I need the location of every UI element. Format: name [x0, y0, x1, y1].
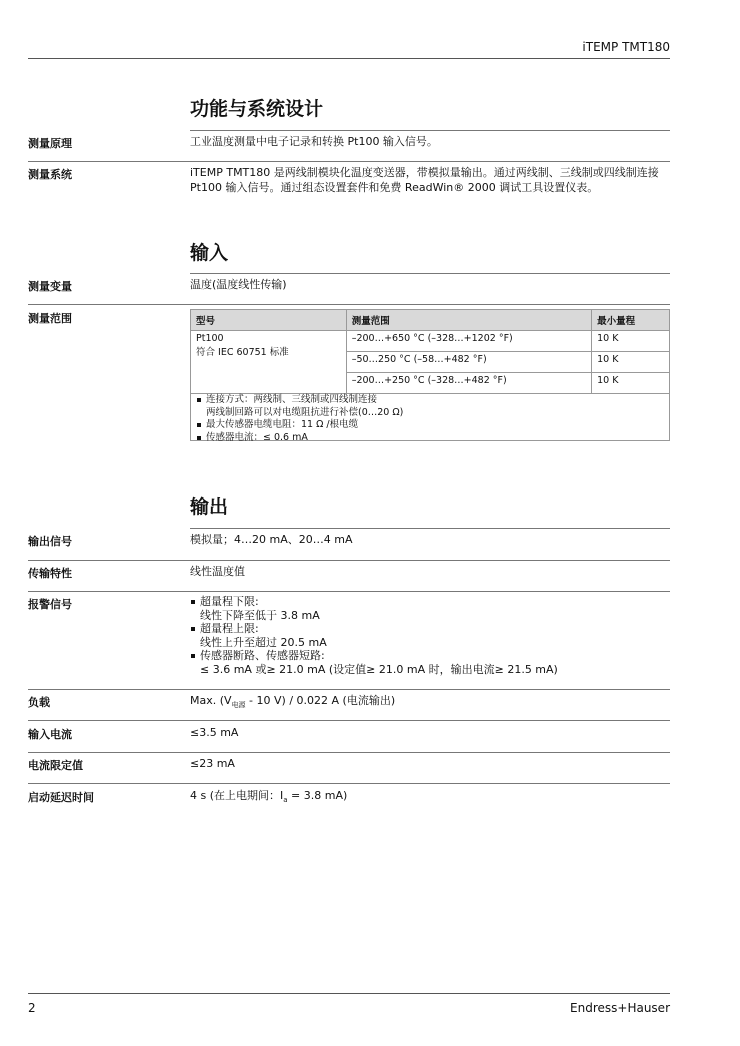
sensor-type: Pt100	[196, 333, 224, 344]
range-cell: –50…250 °C (–58…+482 °F)	[346, 352, 591, 373]
load-text: Max. (V	[190, 694, 232, 707]
span-cell: 10 K	[592, 352, 670, 373]
section-title-function: 功能与系统设计	[190, 98, 324, 120]
range-cell: –200…+250 °C (–328…+482 °F)	[346, 373, 591, 394]
alarm-item: 超量程下限:	[190, 595, 670, 609]
value-startup-delay	[190, 788, 670, 808]
sensor-type-cell	[191, 331, 347, 394]
table-header-cell: 型号	[191, 310, 347, 331]
rule	[190, 273, 670, 274]
rule	[28, 783, 670, 784]
table-header-row	[191, 310, 670, 331]
label-measuring-system: 测量系统	[28, 168, 72, 181]
rule	[190, 130, 670, 131]
value-measured-variable: 温度(温度线性传输)	[190, 278, 287, 291]
section-title-input: 输入	[190, 242, 229, 264]
span-cell: 10 K	[592, 373, 670, 394]
label-current-limit: 电流限定值	[28, 759, 83, 772]
page-number: 2	[28, 1001, 36, 1015]
header-rule	[28, 58, 670, 59]
sensor-standard: 符合 IEC 60751 标准	[196, 347, 289, 358]
rule	[28, 720, 670, 721]
value-load	[190, 693, 670, 713]
measuring-range-notes	[190, 390, 670, 441]
system-text-line: Pt100 输入信号。通过组态设置套件和免费 ReadWin® 2000 调试工具设置仪表。	[190, 181, 599, 194]
label-startup-delay: 启动延迟时间	[28, 791, 94, 804]
rule	[28, 689, 670, 690]
alarm-item-detail: ≤ 3.6 mA 或≥ 21.0 mA (设定值≥ 21.0 mA 时，输出电流≥ 21.5 mA)	[200, 662, 558, 676]
label-output-signal: 输出信号	[28, 535, 72, 548]
label-measuring-principle: 测量原理	[28, 137, 72, 150]
rule	[28, 161, 670, 162]
alarm-item: 超量程上限:	[190, 622, 670, 636]
delay-text: 4 s (在上电期间：I	[190, 789, 284, 802]
load-subscript: 电源	[231, 701, 246, 710]
label-measured-variable: 测量变量	[28, 280, 72, 293]
value-input-current: ≤3.5 mA	[190, 726, 239, 739]
measuring-range-table	[190, 309, 670, 394]
value-alarm-signal	[190, 595, 670, 676]
rule	[28, 591, 670, 592]
note-item-continuation: 两线制回路可以对电缆阻抗进行补偿(0…20 Ω)	[206, 406, 404, 418]
value-measuring-system	[190, 165, 670, 195]
range-cell: –200…+650 °C (–328…+1202 °F)	[346, 331, 591, 352]
rule	[28, 304, 670, 305]
value-transmission-behavior: 线性温度值	[190, 565, 245, 578]
delay-text: = 3.8 mA)	[287, 789, 348, 802]
label-measuring-range: 测量范围	[28, 312, 72, 325]
delay-subscript: a	[283, 796, 288, 805]
table-header-cell: 最小量程	[592, 310, 670, 331]
rule	[28, 560, 670, 561]
rule	[28, 752, 670, 753]
system-text-line: iTEMP TMT180 是两线制模块化温度变送器，带模拟量输出。通过两线制、三线制或四线制连接	[190, 166, 659, 179]
label-load: 负载	[28, 696, 50, 709]
table-row	[191, 331, 670, 352]
label-input-current: 输入电流	[28, 728, 72, 741]
span-cell: 10 K	[592, 331, 670, 352]
alarm-item: 传感器断路、传感器短路:	[190, 649, 670, 663]
note-item: 传感器电流：≤ 0.6 mA	[196, 432, 664, 445]
rule	[190, 528, 670, 529]
table-header-cell: 测量范围	[346, 310, 591, 331]
label-transmission-behavior: 传输特性	[28, 567, 72, 580]
note-item: 最大传感器电缆电阻：11 Ω /根电缆	[196, 419, 664, 432]
brand-name: Endress+Hauser	[570, 1001, 670, 1015]
value-measuring-principle: 工业温度测量中电子记录和转换 Pt100 输入信号。	[190, 135, 438, 148]
value-current-limit: ≤23 mA	[190, 757, 235, 770]
alarm-item-detail: 线性下降至低于 3.8 mA	[200, 608, 320, 622]
note-item: 连接方式：两线制、三线制或四线制连接	[196, 394, 664, 407]
label-alarm-signal: 报警信号	[28, 598, 72, 611]
section-title-output: 输出	[190, 496, 229, 518]
value-output-signal: 模拟量；4…20 mA、20…4 mA	[190, 533, 353, 546]
load-text: - 10 V) / 0.022 A (电流输出)	[245, 694, 396, 707]
footer-rule	[28, 993, 670, 994]
document-header-title: iTEMP TMT180	[582, 40, 670, 54]
alarm-item-detail: 线性上升至超过 20.5 mA	[200, 635, 327, 649]
